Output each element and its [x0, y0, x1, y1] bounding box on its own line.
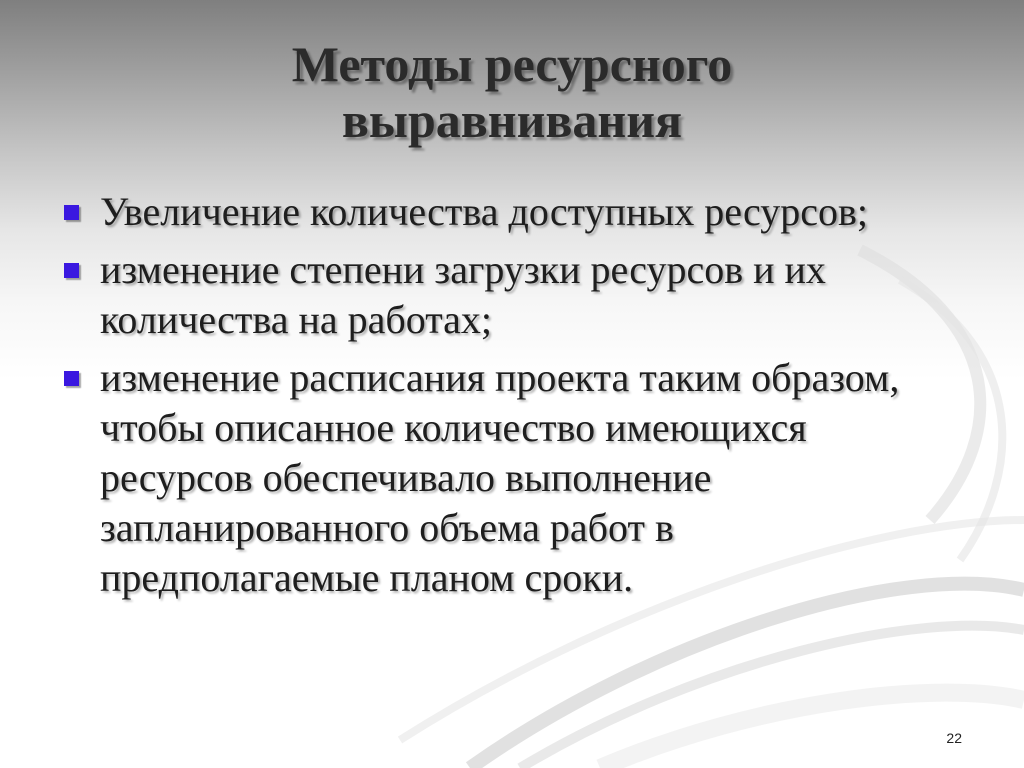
- slide-title-line-1: Методы ресурсного: [291, 36, 733, 92]
- slide-title-line-2: выравнивания: [341, 92, 683, 148]
- page-number: 22: [946, 730, 962, 746]
- bullet-text: Увеличение количества доступных ресурсов;: [100, 189, 868, 234]
- square-bullet-icon: [64, 205, 79, 220]
- square-bullet-icon: [64, 371, 79, 386]
- bullet-item: [62, 245, 962, 345]
- slide-title: [150, 36, 874, 148]
- bullet-text: изменение степени загрузки ресурсов и их количества на работах;: [100, 247, 826, 342]
- square-bullet-icon: [64, 263, 79, 278]
- bullet-list: [62, 187, 962, 611]
- bullet-item: [62, 353, 962, 603]
- bullet-text: изменение расписания проекта таким образом, чтобы описанное количество имеющихся ресурсов обеспечивало выполнение запланированного объема работ в предполагаемые планом сроки.: [100, 355, 900, 600]
- bullet-item: [62, 187, 962, 237]
